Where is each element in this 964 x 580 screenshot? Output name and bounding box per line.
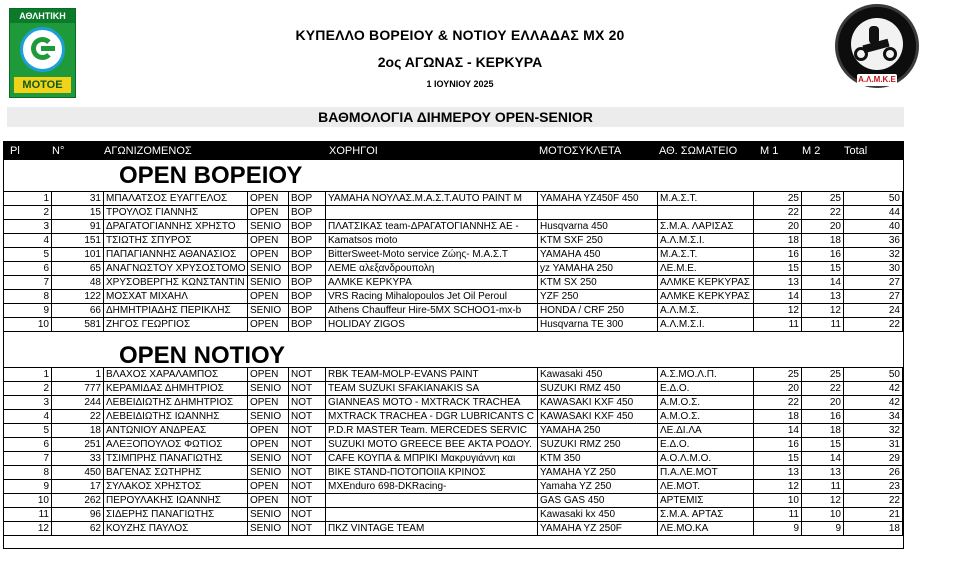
cell-class: OPEN	[248, 234, 289, 248]
cell-region: ΝΟΤ	[289, 466, 326, 480]
table-row	[4, 220, 903, 234]
cell-rider: ΚΕΡΑΜΙΔΑΣ ΔΗΜΗΤΡΙΟΣ	[104, 382, 248, 396]
event-title: ΚΥΠΕΛΛΟ ΒΟΡΕΙΟΥ & ΝΟΤΙΟΥ ΕΛΛΑΔΑΣ MX 20	[295, 27, 625, 43]
table-row	[4, 508, 903, 522]
cell-sponsor: Kamatsos moto	[326, 234, 538, 248]
cell-rider: ΑΝΤΩΝΙΟΥ ΑΝΔΡΕΑΣ	[104, 424, 248, 438]
cell-m2: 22	[802, 206, 844, 220]
cell-m1: 18	[754, 410, 802, 424]
cell-m1: 14	[754, 424, 802, 438]
cell-number: 101	[52, 248, 104, 262]
cell-region: ΝΟΤ	[289, 410, 326, 424]
cell-sponsor: P.D.R MASTER Team. MERCEDES SERVIC	[326, 424, 538, 438]
cell-motorcycle: GAS GAS 450	[538, 494, 658, 508]
cell-number: 91	[52, 220, 104, 234]
cell-place: 2	[4, 206, 52, 220]
cell-club	[658, 206, 754, 220]
cell-m1: 22	[754, 206, 802, 220]
motoe-g-bar	[41, 46, 55, 51]
cell-region: ΝΟΤ	[289, 438, 326, 452]
cell-sponsor	[326, 206, 538, 220]
cell-club: ΑΛΜΚΕ ΚΕΡΚΥΡΑΣ	[658, 276, 754, 290]
cell-sponsor: YAMAHA ΝΟΥΛΑΣ.Μ.Α.Σ.Τ.AUTO PAINT Μ	[326, 191, 538, 206]
cell-motorcycle: Husqvarna 450	[538, 220, 658, 234]
cell-rider: ΑΝΑΓΝΩΣΤΟΥ ΧΡΥΣΟΣΤΟΜΟ	[104, 262, 248, 276]
cell-region: ΒΟΡ	[289, 318, 326, 332]
cell-class: SENIO	[248, 220, 289, 234]
cell-motorcycle: KAWASAKI KXF 450	[538, 410, 658, 424]
cell-m2: 16	[802, 410, 844, 424]
cell-m2: 13	[802, 466, 844, 480]
table-row	[4, 304, 903, 318]
table-row	[4, 410, 903, 424]
cell-class: OPEN	[248, 480, 289, 494]
col-header-club: ΑΘ. ΣΩΜΑΤΕΙΟ	[659, 145, 738, 157]
cell-m2: 20	[802, 220, 844, 234]
cell-club: ΛΕ.ΜΟΤ.	[658, 480, 754, 494]
cell-number: 151	[52, 234, 104, 248]
cell-rider: ΖΗΓΟΣ ΓΕΩΡΓΙΟΣ	[104, 318, 248, 332]
cell-m2: 13	[802, 290, 844, 304]
cell-m1: 16	[754, 248, 802, 262]
table-row	[4, 206, 903, 220]
cell-total: 22	[844, 318, 903, 332]
cell-number: 96	[52, 508, 104, 522]
cell-place: 12	[4, 522, 52, 536]
cell-motorcycle: SUZUKI RMZ 250	[538, 438, 658, 452]
cell-club: ΑΡΤΕΜΙΣ	[658, 494, 754, 508]
standings-subtitle: ΒΑΘΜΟΛΟΓΙΑ ΔΙΗΜΕΡΟΥ OPEN-SENIOR	[7, 107, 904, 127]
cell-m1: 25	[754, 191, 802, 206]
cell-place: 1	[4, 367, 52, 382]
cell-club: Α.Ο.Λ.Μ.Ο.	[658, 452, 754, 466]
cell-place: 10	[4, 494, 52, 508]
cell-sponsor: ΠΛΑΤΣΙΚΑΣ team-ΔΡΑΓΑΤΟΓΙΑΝΝΗΣ ΑΕ -	[326, 220, 538, 234]
col-header-motorcycle: ΜΟΤΟΣΥΚΛΕΤΑ	[539, 145, 622, 157]
event-date: 1 ΙΟΥΝΙΟΥ 2025	[426, 79, 494, 89]
cell-class: SENIO	[248, 466, 289, 480]
cell-sponsor: ΠΚΖ VINTAGE TEAM	[326, 522, 538, 536]
cell-m1: 15	[754, 452, 802, 466]
cell-region: ΒΟΡ	[289, 304, 326, 318]
cell-class: OPEN	[248, 424, 289, 438]
cell-motorcycle: YAMAHA 250	[538, 424, 658, 438]
cell-sponsor: BIKE STAND-ΠΟΤΟΠΟΙΙΑ ΚΡΙΝΟΣ	[326, 466, 538, 480]
cell-sponsor: MXTRACK TRACHEA - DGR LUBRICANTS C	[326, 410, 538, 424]
cell-m1: 20	[754, 382, 802, 396]
cell-total: 21	[844, 508, 903, 522]
cell-total: 50	[844, 191, 903, 206]
cell-class: SENIO	[248, 262, 289, 276]
cell-m1: 11	[754, 508, 802, 522]
cell-class: SENIO	[248, 382, 289, 396]
cell-total: 24	[844, 304, 903, 318]
cell-class: OPEN	[248, 318, 289, 332]
cell-place: 4	[4, 234, 52, 248]
cell-place: 6	[4, 262, 52, 276]
race-title: 2ος ΑΓΩΝΑΣ - ΚΕΡΚΥΡΑ	[377, 54, 543, 70]
cell-motorcycle: KTM 350	[538, 452, 658, 466]
cell-region: ΒΟΡ	[289, 220, 326, 234]
cell-sponsor: CAFE ΚΟΥΠΑ & ΜΠΡΙΚΙ Μακρυγιάννη και	[326, 452, 538, 466]
cell-number: 48	[52, 276, 104, 290]
cell-total: 18	[844, 522, 903, 536]
cell-rider: ΠΑΠΑΓΙΑΝΝΗΣ ΑΘΑΝΑΣΙΟΣ	[104, 248, 248, 262]
cell-m2: 11	[802, 480, 844, 494]
cell-m2: 25	[802, 191, 844, 206]
table-row	[4, 276, 903, 290]
cell-rider: ΑΛΕΞΟΠΟΥΛΟΣ ΦΩΤΙΟΣ	[104, 438, 248, 452]
table-row	[4, 438, 903, 452]
cell-motorcycle: Kawasaki 450	[538, 367, 658, 382]
cell-motorcycle: KAWASAKI KXF 450	[538, 396, 658, 410]
cell-club: Ε.Δ.Ο.	[658, 382, 754, 396]
cell-club: Π.Α.ΛΕ.ΜΟΤ	[658, 466, 754, 480]
cell-number: 251	[52, 438, 104, 452]
cell-club: Ε.Δ.Ο.	[658, 438, 754, 452]
cell-class: OPEN	[248, 206, 289, 220]
cell-region: ΝΟΤ	[289, 522, 326, 536]
cell-sponsor	[326, 508, 538, 522]
cell-region: ΝΟΤ	[289, 382, 326, 396]
cell-m1: 13	[754, 276, 802, 290]
cell-total: 22	[844, 494, 903, 508]
cell-rider: ΔΗΜΗΤΡΙΑΔΗΣ ΠΕΡΙΚΛΗΣ	[104, 304, 248, 318]
cell-region: ΝΟΤ	[289, 494, 326, 508]
cell-rider: ΛΕΒΕΙΔΙΩΤΗΣ ΙΩΑΝΝΗΣ	[104, 410, 248, 424]
cell-m2: 15	[802, 262, 844, 276]
cell-number: 15	[52, 206, 104, 220]
cell-sponsor: TEAM SUZUKI SFAKIANAKIS SA	[326, 382, 538, 396]
cell-rider: ΣΥΛΑΚΟΣ ΧΡΗΣΤΟΣ	[104, 480, 248, 494]
cell-motorcycle: YAMAHA 450	[538, 248, 658, 262]
cell-region: ΝΟΤ	[289, 396, 326, 410]
cell-total: 34	[844, 410, 903, 424]
cell-m1: 12	[754, 480, 802, 494]
table-row	[4, 522, 903, 536]
cell-motorcycle: Kawasaki kx 450	[538, 508, 658, 522]
cell-total: 29	[844, 452, 903, 466]
cell-motorcycle: HONDA / CRF 250	[538, 304, 658, 318]
cell-class: OPEN	[248, 396, 289, 410]
cell-class: OPEN	[248, 248, 289, 262]
col-header-rider: ΑΓΩΝΙΖΟΜΕΝΟΣ	[104, 145, 192, 157]
cell-club: Α.Σ.ΜΟ.Λ.Π.	[658, 367, 754, 382]
cell-place: 3	[4, 396, 52, 410]
cell-place: 5	[4, 248, 52, 262]
cell-sponsor: Athens Chauffeur Hire-5MX SCHOO1-mx-b	[326, 304, 538, 318]
table-row	[4, 290, 903, 304]
cell-total: 50	[844, 367, 903, 382]
cell-number: 62	[52, 522, 104, 536]
cell-place: 5	[4, 424, 52, 438]
cell-class: SENIO	[248, 522, 289, 536]
cell-m1: 20	[754, 220, 802, 234]
cell-sponsor: SUZUKI MOTO GREECE ΒΕΕ AKTA ΡΟΔΟΥ.	[326, 438, 538, 452]
cell-total: 40	[844, 220, 903, 234]
cell-motorcycle: YAMAHA YZ 250	[538, 466, 658, 480]
cell-m2: 18	[802, 234, 844, 248]
cell-class: SENIO	[248, 304, 289, 318]
motoe-logo	[9, 8, 76, 98]
cell-club: ΑΛΜΚΕ ΚΕΡΚΥΡΑΣ	[658, 290, 754, 304]
cell-region: ΝΟΤ	[289, 508, 326, 522]
cell-m1: 16	[754, 438, 802, 452]
table-row	[4, 234, 903, 248]
cell-m2: 12	[802, 304, 844, 318]
table-row	[4, 396, 903, 410]
motoe-logo-word: MOTOE	[14, 77, 71, 93]
table-row	[4, 494, 903, 508]
cell-motorcycle: yz YAMAHA 250	[538, 262, 658, 276]
cell-m1: 15	[754, 262, 802, 276]
cell-motorcycle: Husqvarna TE 300	[538, 318, 658, 332]
cell-class: OPEN	[248, 290, 289, 304]
cell-club: Σ.Μ.Α. ΑΡΤΑΣ	[658, 508, 754, 522]
cell-club: Α.Λ.Μ.Σ.Ι.	[658, 318, 754, 332]
table-row	[4, 368, 903, 382]
cell-club: Σ.Μ.Α. ΛΑΡΙΣΑΣ	[658, 220, 754, 234]
cell-club: Α.Λ.Μ.Σ.	[658, 304, 754, 318]
wheel-icon	[854, 47, 868, 61]
cell-m2: 14	[802, 276, 844, 290]
almke-club-logo	[835, 4, 919, 94]
cell-club: Μ.Α.Σ.Τ.	[658, 248, 754, 262]
cell-region: ΝΟΤ	[289, 424, 326, 438]
cell-place: 7	[4, 452, 52, 466]
cell-rider: ΒΛΑΧΟΣ ΧΑΡΑΛΑΜΠΟΣ	[104, 367, 248, 382]
cell-number: 65	[52, 262, 104, 276]
cell-place: 6	[4, 438, 52, 452]
cell-region: ΒΟΡ	[289, 206, 326, 220]
table-header	[4, 142, 903, 160]
cell-total: 32	[844, 424, 903, 438]
cell-sponsor: RBK TEAM-MOLP-EVANS PAINT	[326, 367, 538, 382]
cell-place: 9	[4, 480, 52, 494]
cell-m2: 20	[802, 396, 844, 410]
cell-m1: 14	[754, 290, 802, 304]
cell-motorcycle: YAMAHA YZ 250F	[538, 522, 658, 536]
cell-class: SENIO	[248, 452, 289, 466]
cell-place: 1	[4, 191, 52, 206]
table-row	[4, 248, 903, 262]
cell-motorcycle: Yamaha YZ 250	[538, 480, 658, 494]
cell-region: ΒΟΡ	[289, 234, 326, 248]
cell-rider: ΒΑΓΕΝΑΣ ΣΩΤΗΡΗΣ	[104, 466, 248, 480]
motoe-logo-icon	[20, 27, 65, 72]
cell-sponsor: GIANNEAS MOTO - MXTRACK TRACHEA	[326, 396, 538, 410]
cell-total: 42	[844, 382, 903, 396]
cell-class: OPEN	[248, 191, 289, 206]
cell-club: ΛΕ.Μ.Ε.	[658, 262, 754, 276]
table-row	[4, 452, 903, 466]
col-header-no: N°	[52, 145, 65, 157]
cell-total: 27	[844, 276, 903, 290]
cell-total: 26	[844, 466, 903, 480]
cell-place: 2	[4, 382, 52, 396]
cell-number: 18	[52, 424, 104, 438]
cell-region: ΒΟΡ	[289, 191, 326, 206]
cell-number: 262	[52, 494, 104, 508]
cell-region: ΝΟΤ	[289, 480, 326, 494]
cell-rider: ΜΟΣΧΑΤ ΜΙΧΑΗΛ	[104, 290, 248, 304]
standings-table	[3, 141, 904, 549]
cell-m1: 11	[754, 318, 802, 332]
table-row	[4, 192, 903, 206]
cell-total: 36	[844, 234, 903, 248]
cell-place: 4	[4, 410, 52, 424]
table-row	[4, 480, 903, 494]
cell-m1: 12	[754, 304, 802, 318]
table-row	[4, 466, 903, 480]
cell-place: 9	[4, 304, 52, 318]
cell-sponsor: VRS Racing Mihalopoulos Jet Oil Peroul	[326, 290, 538, 304]
cell-m1: 13	[754, 466, 802, 480]
cell-m1: 22	[754, 396, 802, 410]
cell-m2: 22	[802, 382, 844, 396]
cell-number: 244	[52, 396, 104, 410]
cell-motorcycle: YZF 250	[538, 290, 658, 304]
cell-number: 1	[52, 367, 104, 382]
cell-region: ΝΟΤ	[289, 452, 326, 466]
cell-rider: ΤΣΙΜΠΡΗΣ ΠΑΝΑΓΙΩΤΗΣ	[104, 452, 248, 466]
cell-total: 27	[844, 290, 903, 304]
cell-m2: 15	[802, 438, 844, 452]
cell-number: 31	[52, 191, 104, 206]
cell-place: 8	[4, 466, 52, 480]
cell-rider: ΔΡΑΓΑΤΟΓΙΑΝΝΗΣ ΧΡΗΣΤΟ	[104, 220, 248, 234]
cell-m1: 10	[754, 494, 802, 508]
cell-number: 777	[52, 382, 104, 396]
cell-m2: 12	[802, 494, 844, 508]
cell-rider: ΤΡΟΥΛΟΣ ΓΙΑΝΝΗΣ	[104, 206, 248, 220]
cell-place: 8	[4, 290, 52, 304]
col-header-total: Total	[844, 145, 868, 157]
cell-class: OPEN	[248, 367, 289, 382]
cell-motorcycle	[538, 206, 658, 220]
cell-place: 7	[4, 276, 52, 290]
cell-sponsor: MXEnduro 698-DKRacing-	[326, 480, 538, 494]
cell-number: 33	[52, 452, 104, 466]
cell-total: 31	[844, 438, 903, 452]
cell-m1: 25	[754, 367, 802, 382]
cell-rider: ΛΕΒΕΙΔΙΩΤΗΣ ΔΗΜΗΤΡΙΟΣ	[104, 396, 248, 410]
cell-class: OPEN	[248, 494, 289, 508]
cell-region: ΝΟΤ	[289, 367, 326, 382]
col-header-sponsors: ΧΟΡΗΓΟΙ	[329, 145, 378, 157]
cell-m2: 25	[802, 367, 844, 382]
cell-region: ΒΟΡ	[289, 290, 326, 304]
cell-class: SENIO	[248, 410, 289, 424]
cell-m2: 10	[802, 508, 844, 522]
cell-class: OPEN	[248, 438, 289, 452]
cell-sponsor: ΑΛΜΚΕ ΚΕΡΚΥΡΑ	[326, 276, 538, 290]
cell-motorcycle: SUZUKI RMZ 450	[538, 382, 658, 396]
cell-motorcycle: YAMAHA YZ450F 450	[538, 191, 658, 206]
cell-m2: 18	[802, 424, 844, 438]
cell-sponsor: HOLIDAY ZIGOS	[326, 318, 538, 332]
cell-club: ΛΕ.ΜΟ.ΚΑ	[658, 522, 754, 536]
cell-region: ΒΟΡ	[289, 262, 326, 276]
cell-sponsor: BitterSweet-Moto service Ζώης- Μ.Α.Σ.Τ	[326, 248, 538, 262]
cell-rider: ΚΟΥΖΗΣ ΠΑΥΛΟΣ	[104, 522, 248, 536]
cell-number: 66	[52, 304, 104, 318]
cell-club: Α.Μ.Ο.Σ.	[658, 396, 754, 410]
motoe-logo-top-text: ΑΘΛΗΤΙΚΗ	[10, 9, 75, 23]
cell-club: Α.Λ.Μ.Σ.Ι.	[658, 234, 754, 248]
cell-class: SENIO	[248, 508, 289, 522]
cell-number: 122	[52, 290, 104, 304]
table-row	[4, 424, 903, 438]
col-header-pl: Pl	[10, 145, 20, 157]
cell-sponsor	[326, 494, 538, 508]
col-header-m1: M 1	[760, 145, 779, 157]
cell-class: SENIO	[248, 276, 289, 290]
cell-club: Μ.Α.Σ.Τ.	[658, 191, 754, 206]
cell-total: 30	[844, 262, 903, 276]
cell-rider: ΜΠΑΛΑΤΣΟΣ ΕΥΑΓΓΕΛΟΣ	[104, 191, 248, 206]
cell-m2: 11	[802, 318, 844, 332]
cell-m1: 9	[754, 522, 802, 536]
col-header-m2: M 2	[802, 145, 821, 157]
cell-total: 32	[844, 248, 903, 262]
cell-total: 23	[844, 480, 903, 494]
cell-region: ΒΟΡ	[289, 248, 326, 262]
table-row	[4, 318, 903, 332]
almke-logo-label: Α.Λ.Μ.Κ.Ε	[858, 75, 896, 84]
cell-place: 3	[4, 220, 52, 234]
cell-motorcycle: KTM SX 250	[538, 276, 658, 290]
cell-total: 42	[844, 396, 903, 410]
cell-m1: 18	[754, 234, 802, 248]
cell-total: 44	[844, 206, 903, 220]
cell-number: 450	[52, 466, 104, 480]
cell-club: ΛΕ.ΔΙ.ΛΑ	[658, 424, 754, 438]
cell-m2: 9	[802, 522, 844, 536]
cell-rider: ΤΣΙΩΤΗΣ ΣΠΥΡΟΣ	[104, 234, 248, 248]
cell-number: 22	[52, 410, 104, 424]
section-title: OPEN ΒΟΡΕΙΟΥ	[119, 162, 303, 189]
cell-rider: ΣΙΔΕΡΗΣ ΠΑΝΑΓΙΩΤΗΣ	[104, 508, 248, 522]
cell-place: 11	[4, 508, 52, 522]
cell-motorcycle: KTM SXF 250	[538, 234, 658, 248]
wheel-icon	[883, 47, 897, 61]
cell-club: Α.Μ.Ο.Σ.	[658, 410, 754, 424]
cell-number: 17	[52, 480, 104, 494]
section-title: OPEN ΝΟΤΙΟΥ	[119, 342, 286, 369]
cell-rider: ΧΡΥΣΟΒΕΡΓΗΣ ΚΩΝΣΤΑΝΤΙΝ	[104, 276, 248, 290]
cell-region: ΒΟΡ	[289, 276, 326, 290]
cell-m2: 16	[802, 248, 844, 262]
table-row	[4, 382, 903, 396]
table-row	[4, 262, 903, 276]
cell-sponsor: ΛΕΜΕ αλεξανδρουπολη	[326, 262, 538, 276]
cell-place: 10	[4, 318, 52, 332]
cell-rider: ΠΕΡΟΥΛΑΚΗΣ ΙΩΑΝΝΗΣ	[104, 494, 248, 508]
cell-m2: 14	[802, 452, 844, 466]
cell-number: 581	[52, 318, 104, 332]
